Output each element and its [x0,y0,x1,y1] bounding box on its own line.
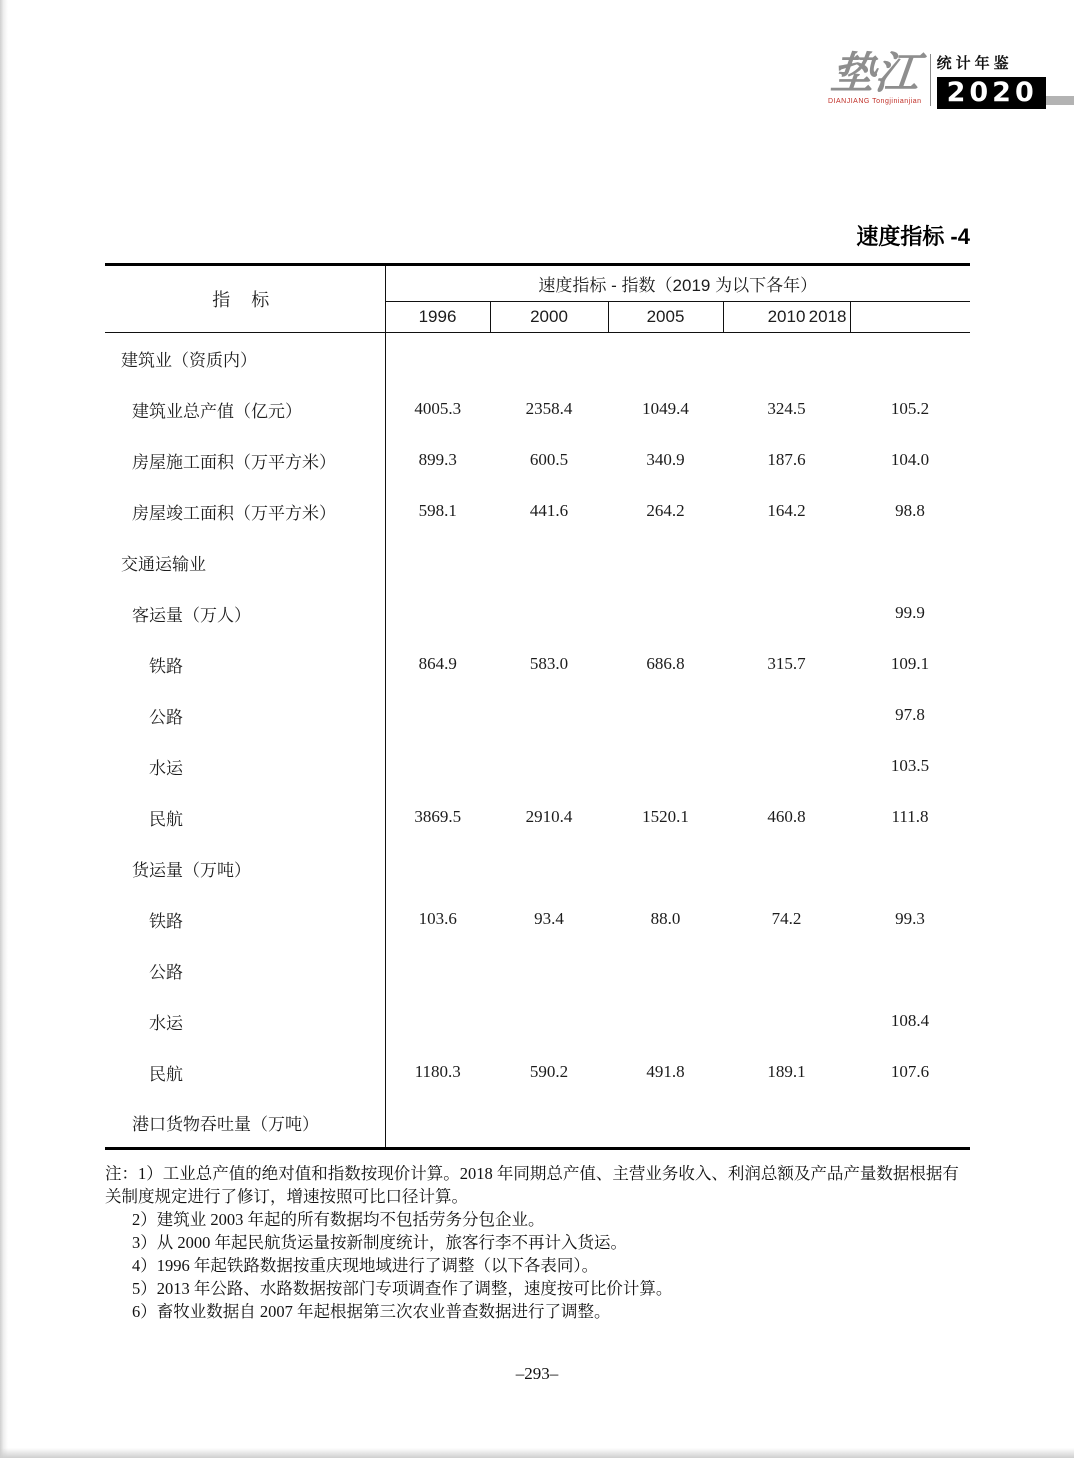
cell-value [608,741,723,792]
brand-romanization: DIANJIANG Tongjinianjian [828,98,922,105]
cell-value: 598.1 [418,501,457,520]
cell-value: 93.4 [534,909,564,928]
cell-value [608,588,723,639]
cell-value [385,537,490,588]
year-header-1996: 1996 [385,302,490,333]
page-edge-shadow-left [0,0,8,1458]
cell-value: 104.0 [890,450,930,469]
indicator-column-header: 指 标 [105,265,385,333]
year-header-2005: 2005 [608,302,723,333]
cell-value [723,1098,850,1149]
table-row [105,741,970,792]
table-row [105,1098,970,1149]
cell-value [490,588,608,639]
cell-value [850,945,970,996]
table-row [105,690,970,741]
logo-divider [930,54,931,106]
cell-value: 583.0 [529,654,569,673]
row-label: 民航 [105,792,385,843]
cell-value: 2910.4 [525,807,573,826]
table-row [105,435,970,486]
table-row [105,486,970,537]
cell-value: 105.2 [890,399,930,418]
cell-value [385,1098,490,1149]
cell-value [608,1098,723,1149]
cell-value: 189.1 [767,1062,806,1081]
cell-value: 315.7 [767,654,806,673]
notes-block [105,1162,973,1323]
year-header-2010: 2010 [767,307,806,326]
table-row [105,384,970,435]
row-label: 建筑业总产值（亿元） [105,384,385,435]
cell-value: 2358.4 [525,399,573,418]
year-badge: 2020 [937,77,1046,109]
page-number: –293– [515,1364,559,1383]
year-header-empty [850,302,970,333]
cell-value: 3869.5 [414,807,462,826]
row-label: 建筑业（资质内） [105,333,385,384]
cell-value [723,843,850,894]
cell-value: 74.2 [771,909,802,928]
row-label: 客运量（万人） [105,588,385,639]
year-header-2000: 2000 [490,302,608,333]
cell-value [608,996,723,1047]
table-row [105,588,970,639]
cell-value [608,537,723,588]
cell-value [490,741,608,792]
cell-value [608,843,723,894]
table-row [105,894,970,945]
row-label: 铁路 [105,639,385,690]
cell-value: 686.8 [646,654,685,673]
cell-value: 103.6 [418,909,457,928]
cell-value: 107.6 [890,1062,930,1081]
cell-value: 164.2 [767,501,806,520]
note-line: 3）从 2000 年起民航货运量按新制度统计，旅客行李不再计入货运。 [132,1233,627,1252]
cell-value [608,690,723,741]
cell-value: 324.5 [767,399,806,418]
cell-value [490,1098,608,1149]
cell-value: 88.0 [650,909,681,928]
cell-value: 103.5 [890,756,930,775]
cell-value [723,741,850,792]
cell-value [850,537,970,588]
row-label: 公路 [105,945,385,996]
table-row [105,639,970,690]
cell-value [490,843,608,894]
cell-value: 99.9 [895,603,925,622]
table-row [105,537,970,588]
note-line: 5）2013 年公路、水路数据按部门专项调查作了调整，速度按可比价计算。 [132,1279,673,1298]
table-header-top-row [105,265,970,302]
cell-value [385,843,490,894]
table-row [105,996,970,1047]
table-row [105,843,970,894]
cell-value: 99.3 [895,909,925,928]
cell-value: 899.3 [418,450,457,469]
cell-value [723,588,850,639]
table-body [105,333,970,1149]
cell-value [723,945,850,996]
cell-value [385,588,490,639]
cell-value: 460.8 [767,807,806,826]
cell-value [723,996,850,1047]
brand-calligraphy: 垫江 [828,49,922,98]
index-group-header: 速度指标 - 指数（2019 为以下各年） [385,265,970,302]
cell-value: 109.1 [890,654,930,673]
logo-title-block [937,52,1046,109]
cell-value: 1520.1 [642,807,689,826]
note-line: 注：1）工业总产值的绝对值和指数按现价计算。2018 年同期总产值、主营业务收入、利润总额及产品产量数据根据有关制度规定进行了修订，增速按照可比口径计算。 [105,1164,959,1206]
cell-value: 590.2 [529,1062,569,1081]
cell-value: 600.5 [529,450,569,469]
row-label: 房屋竣工面积（万平方米） [105,486,385,537]
cell-value [385,945,490,996]
cell-value: 441.6 [529,501,569,520]
cell-value [385,996,490,1047]
cell-value: 111.8 [891,807,929,826]
row-label: 铁路 [105,894,385,945]
cell-value [490,996,608,1047]
note-line: 2）建筑业 2003 年起的所有数据均不包括劳务分包企业。 [132,1210,545,1229]
cell-value [723,333,850,384]
cell-value: 1180.3 [414,1062,461,1081]
cell-value [490,333,608,384]
row-label: 水运 [105,741,385,792]
cell-value [490,945,608,996]
cell-value [490,690,608,741]
year-header-2010-2018 [723,302,850,333]
page-edge-shadow-bottom [0,1448,1074,1458]
row-label: 水运 [105,996,385,1047]
row-label: 港口货物吞吐量（万吨） [105,1098,385,1149]
table-title: 速度指标 -4 [856,224,970,249]
cell-value: 864.9 [418,654,457,673]
cell-value [723,537,850,588]
speed-indicator-table [105,263,970,1150]
cell-value [850,333,970,384]
year-header-2018: 2018 [808,307,847,326]
cell-value: 4005.3 [414,399,462,418]
cell-value [723,690,850,741]
cell-value [385,690,490,741]
table-row [105,945,970,996]
cell-value [850,843,970,894]
cell-value: 98.8 [895,501,925,520]
note-line: 6）畜牧业数据自 2007 年起根据第三次农业普查数据进行了调整。 [132,1302,611,1321]
cell-value [608,333,723,384]
table-row [105,792,970,843]
row-label: 货运量（万吨） [105,843,385,894]
row-label: 民航 [105,1047,385,1098]
series-title: 统计年鉴 [936,55,1013,72]
row-label: 交通运输业 [105,537,385,588]
table-header [105,265,970,333]
row-label: 房屋施工面积（万平方米） [105,435,385,486]
cell-value [608,945,723,996]
cell-value [490,537,608,588]
table-row [105,333,970,384]
cell-value: 187.6 [767,450,806,469]
cell-value [850,1098,970,1149]
row-label: 公路 [105,690,385,741]
cell-value [385,333,490,384]
cell-value: 97.8 [895,705,925,724]
logo-brand-block [828,49,922,105]
cell-value: 108.4 [890,1011,930,1030]
cell-value [385,741,490,792]
cell-value: 1049.4 [642,399,689,418]
note-line: 4）1996 年起铁路数据按重庆现地域进行了调整（以下各表同）。 [132,1256,599,1275]
cell-value: 491.8 [646,1062,685,1081]
yearbook-logo [828,49,1046,109]
table-row [105,1047,970,1098]
cell-value: 340.9 [646,450,685,469]
cell-value: 264.2 [646,501,685,520]
